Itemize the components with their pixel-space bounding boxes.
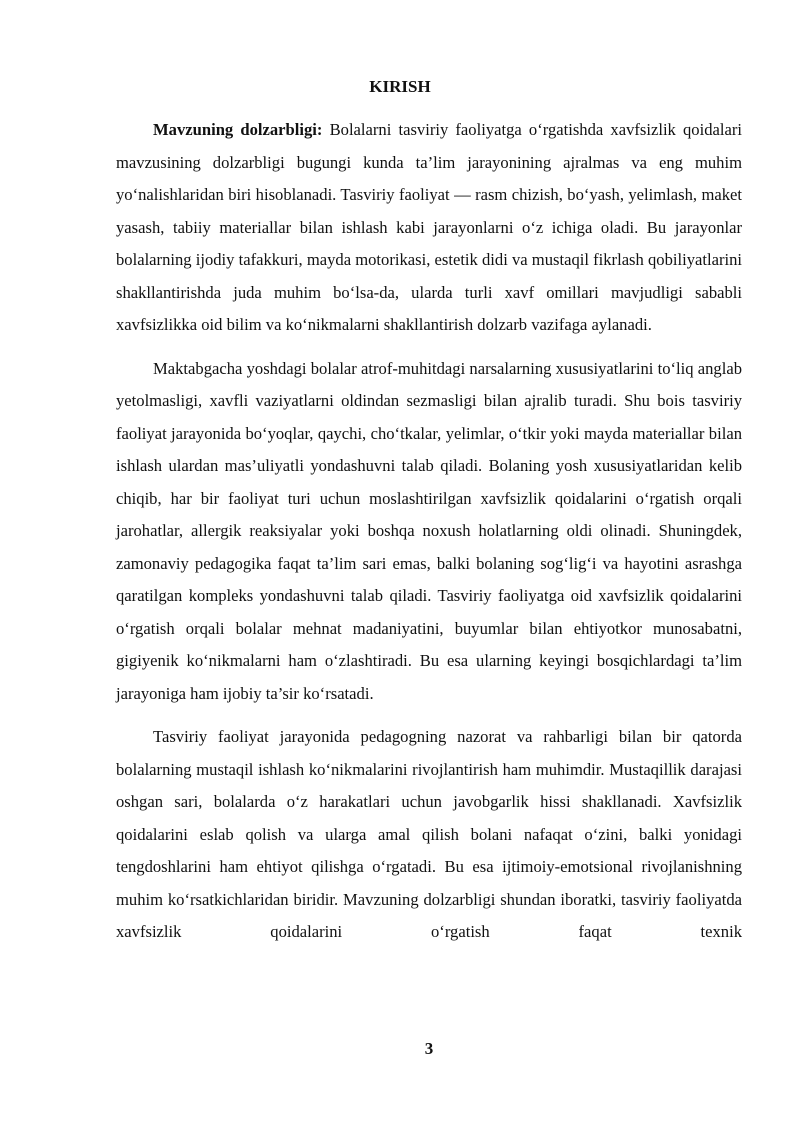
page-number: 3 <box>424 1039 434 1058</box>
paragraph-2: Maktabgacha yoshdagi bolalar atrof-muhitdagi narsalarning xususiyatlarini to‘liq anglab yetolmasligi, xavfli vaziyatlarni oldindan sezmasligi bilan ajralib turadi. Shu bois tasviriy faoliyat jarayonida bo‘yoqlar, qaychi, cho‘tkalar, yelimlar, o‘tkir yoki mayda materiallar bilan ishlash ulardan mas’uliyatli yondashuvni talab qiladi. Bolaning yosh xususiyatlaridan kelib chiqib, har bir faoliyat turi uchun moslashtirilgan xavfsizlik qoidalarini o‘rgatish orqali jarohatlar, allergik reaksiyalar yoki boshqa noxush holatlarning oldi olinadi. Shuningdek, zamonaviy pedagogika faqat ta’lim sari emas, balki bolaning sog‘lig‘i va hayotini asrashga qaratilgan kompleks yondashuvni talab qiladi. Tasviriy faoliyatga oid xavfsizlik qoidalarini o‘rgatish orqali bolalar mehnat madaniyatini, buyumlar bilan ehtiyotkor munosabatni, gigiyenik ko‘nikmalarni ham o‘zlashtiradi. Bu esa ularning keyingi bosqichlardagi ta’lim jarayoniga ham ijobiy ta’sir ko‘rsatadi. <box>116 358 742 703</box>
paragraph-1 <box>116 114 742 342</box>
paragraph-1-lead: Mavzuning dolzarbligi: <box>153 120 323 139</box>
paragraph-1-text: Bolalarni tasviriy faoliyatga o‘rgatishda xavfsizlik qoidalari mavzusining dolzarbligi bugungi kunda ta’lim jarayonining ajralmas va eng muhim yo‘nalishlaridan biri hisoblanadi. Tasviriy faoliyat — rasm chizish, bo‘yash, yelimlash, maket yasash, tabiiy materiallar bilan ishlash kabi jarayonlarni o‘z ichiga oladi. Bu jarayonlar bolalarning ijodiy tafakkuri, mayda motorikasi, estetik didi va mustaqil fikrlash qobiliyatlarini shakllantirishda juda muhim bo‘lsa-da, ularda turli xavf omillari mavjudligi sababli xavfsizlikka oid bilim va ko‘nikmalarni shakllantirish dolzarb vazifaga aylanadi. <box>116 120 742 334</box>
section-title: KIRISH <box>369 77 431 96</box>
paragraph-3: Tasviriy faoliyat jarayonida pedagogning nazorat va rahbarligi bilan bir qatorda bolalarning mustaqil ishlash ko‘nikmalarini rivojlantirish ham muhimdir. Mustaqillik darajasi oshgan sari, bolalarda o‘z harakatlari uchun javobgarlik hissi shakllanadi. Xavfsizlik qoidalarini eslab qolish va ularga amal qilish bolani nafaqat o‘zini, balki yonidagi tengdoshlarini ham ehtiyot qilishga o‘rgatadi. Bu esa ijtimoiy-emotsional rivojlanishning muhim ko‘rsatkichlaridan biridir. Mavzuning dolzarbligi shundan iboratki, tasviriy faoliyatda xavfsizlik qoidalarini o‘rgatish faqat texnik <box>116 727 742 941</box>
document-body <box>116 114 742 960</box>
